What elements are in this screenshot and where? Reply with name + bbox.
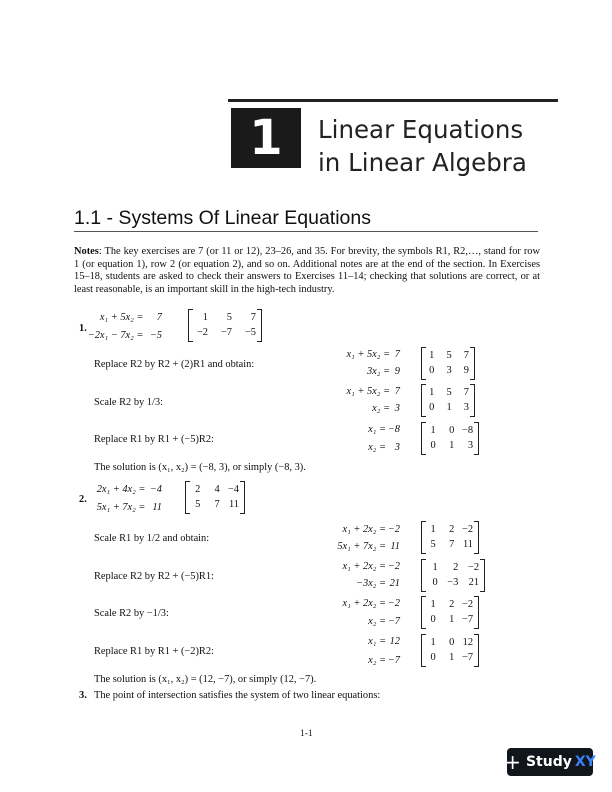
problem-3-text: The point of intersection satisfies the system of two linear equations:: [94, 690, 381, 701]
p2-step-2-matrix: 1 2 −2 0 −3 21: [421, 559, 485, 592]
chapter-rule: [228, 99, 558, 102]
p2-step-2-eq-1: x₁ + 2x₂ = −2: [342, 561, 400, 572]
p2-system-row-1: 2x₁ + 4x₂ = −4: [96, 484, 162, 495]
p2-step-2-label: Replace R2 by R2 + (−5)R1:: [94, 571, 214, 582]
p1-step-2-label: Scale R2 by 1/3:: [94, 397, 163, 408]
notes-label: Notes: [74, 246, 99, 257]
p2-step-4-matrix: 1 0 12 0 1 −7: [421, 634, 479, 667]
p2-step-4-eq-1: x₁ = 12: [368, 636, 400, 647]
notes-paragraph: [74, 246, 540, 297]
p1-step-3-eq-1: x₁ = −8: [368, 424, 400, 435]
p2-step-1-eq-1: x₁ + 2x₂ = −2: [342, 524, 400, 535]
section-rule: [74, 231, 538, 232]
badge-prefix: Study: [525, 754, 572, 770]
chapter-title: Linear Equations in Linear Algebra: [318, 115, 527, 177]
badge-suffix: XY: [574, 754, 596, 770]
p2-step-4-label: Replace R1 by R1 + (−2)R2:: [94, 646, 214, 657]
p2-step-1-matrix: 1 2 −2 5 7 11: [421, 521, 479, 554]
p1-step-1-eq-2: 3x₂ = 9: [366, 366, 400, 377]
p2-step-4-eq-2: x₂ = −7: [368, 655, 400, 666]
p2-step-3-eq-2: x₂ = −7: [368, 616, 400, 627]
p1-step-3-matrix: 1 0 −8 0 1 3: [421, 422, 479, 455]
p2-system-row-2: 5x₁ + 7x₂ = 11: [96, 502, 162, 513]
problem-3-number: 3.: [79, 690, 87, 701]
p1-matrix: 1 5 7 −2 −7 −5: [188, 309, 262, 342]
p1-system-row-2: −2x₁ − 7x₂ = −5: [87, 330, 162, 341]
problem-1-number: 1.: [79, 323, 87, 334]
p1-step-1-eq-1: x₁ + 5x₂ = 7: [346, 349, 400, 360]
chapter-number: 1: [231, 108, 301, 168]
p1-step-3-label: Replace R1 by R1 + (−5)R2:: [94, 434, 214, 445]
page-number: 1-1: [300, 729, 313, 739]
p2-step-2-eq-2: −3x₂ = 21: [355, 578, 400, 589]
p2-step-1-label: Scale R1 by 1/2 and obtain:: [94, 533, 210, 544]
section-title: 1.1 - Systems Of Linear Equations: [74, 207, 371, 229]
p2-solution: The solution is (x₁, x₂) = (12, −7), or simply (12, −7).: [94, 674, 317, 685]
problem-2-number: 2.: [79, 494, 87, 505]
p2-step-3-eq-1: x₁ + 2x₂ = −2: [342, 598, 400, 609]
p2-step-3-matrix: 1 2 −2 0 1 −7: [421, 596, 479, 629]
p1-step-1-matrix: 1 5 7 0 3 9: [421, 347, 475, 380]
p1-system-row-1: x₁ + 5x₂ = 7: [99, 312, 162, 323]
p1-step-2-matrix: 1 5 7 0 1 3: [421, 384, 475, 417]
p1-step-1-label: Replace R2 by R2 + (2)R1 and obtain:: [94, 359, 255, 370]
p2-step-3-label: Scale R2 by −1/3:: [94, 608, 169, 619]
p1-step-2-eq-1: x₁ + 5x₂ = 7: [346, 386, 400, 397]
p2-matrix: 2 4 −4 5 7 11: [185, 481, 245, 514]
plus-icon: +: [504, 750, 521, 774]
p1-solution: The solution is (x₁, x₂) = (−8, 3), or simply (−8, 3).: [94, 462, 306, 473]
p2-step-1-eq-2: 5x₁ + 7x₂ = 11: [337, 541, 400, 552]
studyxy-badge[interactable]: [504, 748, 596, 776]
notes-text: : The key exercises are 7 (or 11 or 12), 23–26, and 35. For brevity, the symbols R1, R2,…, stand for row 1 (or equation 1), row 2 (or equation 2), and so on. Additional notes are at the end of the section. In Exercises 15–18, students are asked to check their answers to Exercises 11–14; checking that solutions are correct, or at least reasonable, is an important skill in the high-tech industry.: [74, 246, 540, 296]
p1-step-3-eq-2: x₂ = 3: [368, 442, 400, 453]
p1-step-2-eq-2: x₂ = 3: [372, 403, 400, 414]
